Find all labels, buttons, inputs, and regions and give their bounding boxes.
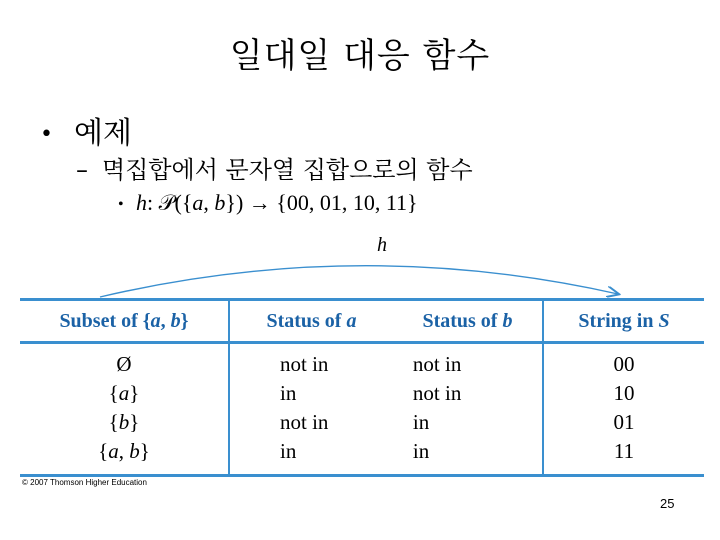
subset-column bbox=[20, 343, 229, 476]
status-b-cell: in bbox=[412, 439, 430, 463]
subset-cell: {a, b} bbox=[98, 439, 150, 463]
bullet-level1-text: 예제 bbox=[74, 116, 132, 151]
mapping-arrow-curve bbox=[100, 266, 618, 297]
status-b-cell: not in bbox=[412, 381, 462, 405]
status-a-cell: not in bbox=[280, 352, 329, 376]
string-column bbox=[543, 343, 704, 476]
header-subset: Subset of {a, b} bbox=[20, 300, 229, 343]
domain-comma: , bbox=[203, 190, 215, 215]
subset-cell: Ø bbox=[116, 352, 132, 376]
function-name: h bbox=[136, 190, 147, 215]
function-colon: : bbox=[147, 190, 159, 215]
header-string: String in S bbox=[543, 300, 704, 343]
status-a-cell: in bbox=[280, 381, 297, 405]
status-b-cell: not in bbox=[412, 352, 462, 376]
bullet-level2-text: 멱집합에서 문자열 집합으로의 함수 bbox=[102, 156, 473, 184]
status-a-cell: in bbox=[280, 439, 297, 463]
bullet-dash-icon: – bbox=[76, 156, 88, 184]
string-cell: 00 bbox=[613, 352, 635, 376]
powerset-symbol: 𝒫 bbox=[158, 190, 175, 215]
header-status-a: Status of a bbox=[229, 300, 393, 343]
bullet-dot-small-icon: • bbox=[118, 195, 124, 213]
table-header-row bbox=[20, 300, 704, 343]
string-cell: 10 bbox=[613, 381, 635, 405]
status-a-column bbox=[229, 343, 393, 476]
subset-cell: {a} bbox=[108, 381, 140, 405]
status-b-cell: in bbox=[412, 410, 430, 434]
page-number: 25 bbox=[660, 496, 675, 511]
domain-element-b: b bbox=[214, 190, 226, 215]
codomain-text: }) → {00, 01, 10, 11} bbox=[225, 190, 418, 215]
slide-title: 일대일 대응 함수 bbox=[229, 36, 491, 76]
status-b-column bbox=[393, 343, 543, 476]
status-a-cell: not in bbox=[280, 410, 329, 434]
function-table bbox=[20, 298, 704, 477]
copyright-notice: © 2007 Thomson Higher Education bbox=[22, 478, 147, 487]
domain-open: ({ bbox=[174, 190, 193, 215]
subset-cell: {b} bbox=[108, 410, 140, 434]
table-body-row bbox=[20, 343, 704, 476]
domain-element-a: a bbox=[192, 190, 204, 215]
header-status-b: Status of b bbox=[393, 300, 543, 343]
string-cell: 01 bbox=[613, 410, 635, 434]
string-cell: 11 bbox=[613, 439, 635, 463]
arrow-label: h bbox=[377, 234, 387, 256]
bullet-dot-icon: • bbox=[40, 122, 53, 147]
